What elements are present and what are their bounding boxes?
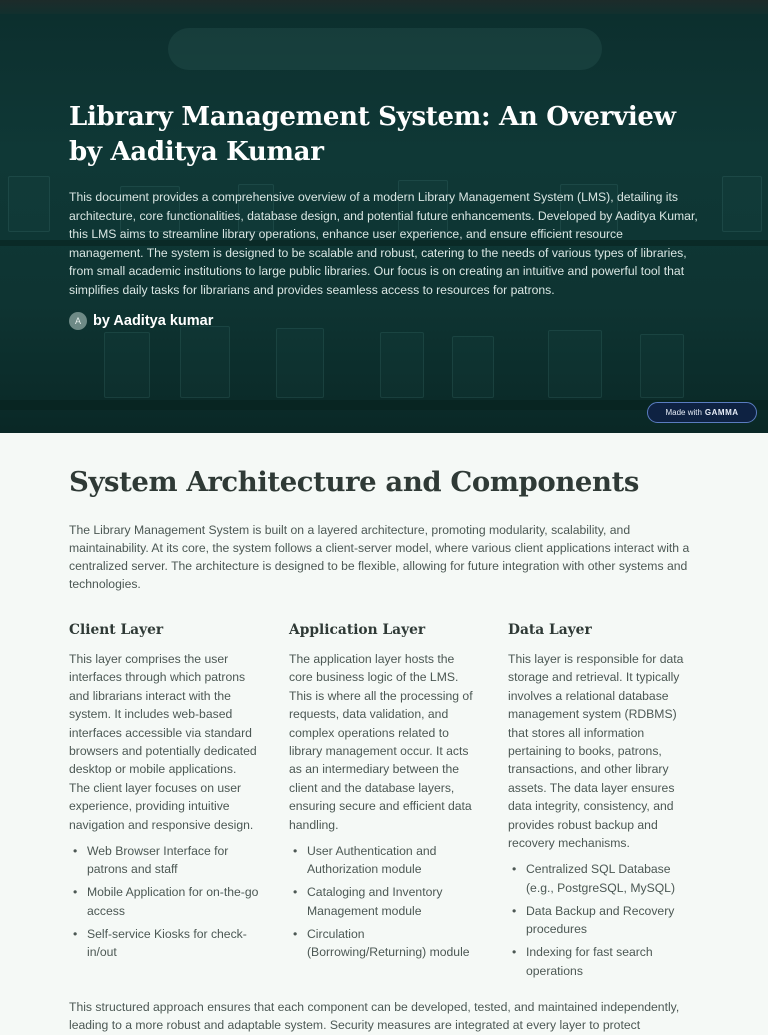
bookshelf-decoration	[722, 176, 762, 232]
made-with-gamma-badge[interactable]	[647, 402, 757, 423]
hero-banner	[0, 0, 768, 433]
list-item-text: Cataloging and Inventory Management module	[307, 885, 443, 918]
column-title: Client Layer	[69, 622, 164, 638]
bullet-icon: •	[293, 926, 298, 941]
gamma-logo: GAMMA	[704, 408, 739, 417]
list-item-text: User Authentication and Authorization module	[307, 844, 437, 877]
client-layer-column	[69, 618, 259, 966]
list-item	[69, 883, 259, 920]
list-item-text: Data Backup and Recovery procedures	[526, 903, 675, 937]
bookshelf-decoration	[104, 332, 150, 398]
column-body: This layer is responsible for data storage and retrieval. It typically involves a relational database management system (RDBMS) that stores all information pertaining to books, patrons, transactions, and other library assets. The data layer ensures data integrity, consistency, and provides robust backup and recovery mechanisms.	[508, 652, 684, 851]
list-item-text: Mobile Application for on-the-go access	[87, 885, 259, 918]
list-item-text: Web Browser Interface for patrons and staff	[87, 844, 229, 877]
bookshelf-decoration	[276, 328, 324, 398]
list-item	[289, 842, 479, 879]
list-item	[508, 902, 698, 939]
bullet-icon: •	[73, 844, 78, 859]
list-item	[289, 883, 479, 920]
column-body: This layer comprises the user interfaces through which patrons and librarians interact with the system. It includes web-based interfaces accessible via standard browsers and potentially dedicated desktop or mobile applications. The client layer focuses on user experience, providing intuitive navigation and responsive design.	[69, 652, 257, 832]
list-item-text: Indexing for fast search operations	[526, 945, 653, 978]
column-title: Data Layer	[508, 622, 592, 638]
layer-columns	[69, 618, 699, 990]
bookshelf-decoration	[380, 332, 424, 398]
bookshelf-decoration	[640, 334, 684, 398]
avatar: A	[69, 312, 87, 330]
data-layer-column	[508, 618, 698, 984]
hero-background-pill	[168, 28, 602, 70]
badge-prefix: Made with	[665, 408, 702, 417]
column-body: The application layer hosts the core business logic of the LMS. This is where all the processing of requests, data validation, and complex operations related to library management occur. It acts as an intermediary between the client and the database layers, ensuring secure and efficient data handling.	[289, 652, 473, 832]
bookshelf-decoration	[548, 330, 602, 398]
column-list	[289, 842, 479, 961]
list-item	[508, 943, 698, 980]
architecture-section	[69, 460, 699, 593]
hero-description: This document provides a comprehensive overview of a modern Library Management System (LMS), detailing its architecture, core functionalities, database design, and potential future enhancements. Developed by Aaditya Kumar, this LMS aims to streamline library operations, enhance user experience, and ensure efficient resource management. The system is designed to be scalable and robust, catering to the needs of various types of libraries, from small academic institutions to large public libraries. Our focus is on creating an intuitive and powerful tool that simplifies daily tasks for librarians and provides seamless access to resources for patrons.	[69, 190, 698, 297]
application-layer-column	[289, 618, 479, 966]
list-item	[69, 842, 259, 879]
bullet-icon: •	[512, 862, 517, 877]
section-closing-text: This structured approach ensures that each component can be developed, tested, and maintained independently, leading to a more robust and adaptable system. Security measures are integrated at every layer to protect	[69, 1000, 680, 1033]
list-item	[289, 925, 479, 962]
bullet-icon: •	[73, 926, 78, 941]
bookshelf-decoration	[180, 326, 230, 398]
bullet-icon: •	[512, 903, 517, 918]
page-title: Library Management System: An Overview by Aaditya Kumar	[69, 102, 676, 167]
bullet-icon: •	[293, 885, 298, 900]
section-intro: The Library Management System is built on a layered architecture, promoting modularity, scalability, and maintainability. At its core, the system follows a client-server model, where various client applications interact with a centralized server. The architecture is designed to be flexible, allowing for future integration with other systems and technologies.	[69, 523, 690, 591]
author-name: by Aaditya kumar	[93, 313, 214, 329]
column-list	[508, 860, 698, 979]
section-title: System Architecture and Components	[69, 466, 639, 498]
hero-content	[69, 100, 699, 300]
bullet-icon: •	[512, 945, 517, 960]
bullet-icon: •	[73, 885, 78, 900]
list-item	[508, 860, 698, 897]
bullet-icon: •	[293, 844, 298, 859]
author-byline	[69, 312, 213, 330]
list-item-text: Centralized SQL Database (e.g., PostgreSQL, MySQL)	[526, 862, 676, 895]
list-item	[69, 925, 259, 962]
list-item-text: Circulation (Borrowing/Returning) module	[307, 926, 470, 960]
bookshelf-decoration	[8, 176, 50, 232]
bookshelf-decoration	[452, 336, 494, 398]
column-list	[69, 842, 259, 961]
list-item-text: Self-service Kiosks for check-in/out	[87, 926, 247, 960]
column-title: Application Layer	[289, 622, 426, 638]
hero-top-strip	[0, 0, 768, 14]
